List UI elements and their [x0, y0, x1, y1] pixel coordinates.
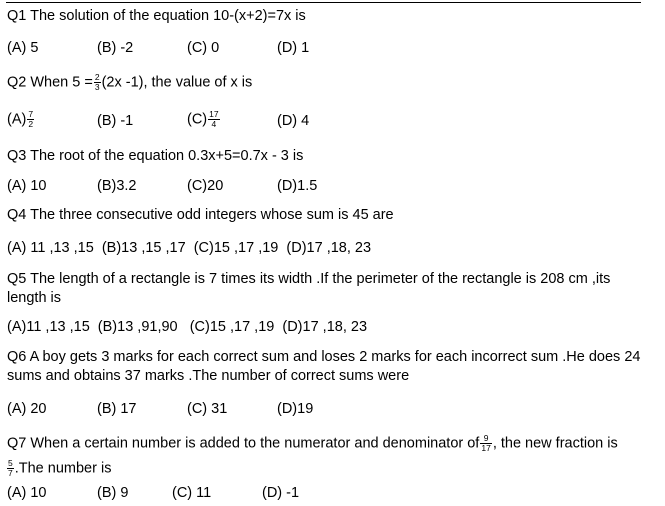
q7-option-b: (B) 9 [97, 485, 129, 501]
q7-option-d: (D) -1 [262, 485, 300, 501]
q3-option-d: (D)1.5 [277, 178, 318, 194]
q2-option-a-fraction [27, 110, 34, 129]
q5-options: (A)11 ,13 ,15 (B)13 ,91,90 (C)15 ,17 ,19 (D)17 ,18, 23 [7, 319, 368, 335]
q5-stem: Q5 The length of a rectangle is 7 times its width .If the perimeter of the rectangle is 208 cm ,its length is [7, 271, 611, 306]
q2-option-a-label: (A) [7, 111, 27, 128]
q2-frac-num: 2 [94, 72, 100, 82]
q7-frac2-num: 5 [8, 458, 13, 468]
q6-stem: Q6 A boy gets 3 marks for each correct sum and loses 2 marks for each incorrect sum .He does 24 sums and obtains 37 marks .The number of correct sums were [7, 349, 641, 384]
q2-frac-den: 3 [94, 82, 100, 92]
q2-option-c-num: 17 [209, 109, 219, 119]
q1-option-d: (D) 1 [277, 40, 310, 56]
q1-option-a: (A) 5 [7, 40, 39, 56]
q2-option-a-den: 2 [28, 119, 34, 129]
q6-option-a: (A) 20 [7, 401, 47, 417]
q2-stem-fraction [94, 73, 101, 92]
q1-stem: Q1 The solution of the equation 10-(x+2)=7x is [7, 8, 306, 24]
q2-stem-after: (2x -1), the value of x is [101, 74, 253, 91]
q2-stem [7, 73, 252, 92]
q7-option-c: (C) 11 [172, 485, 212, 501]
q2-option-c [187, 110, 221, 129]
q4-options: (A) 11 ,13 ,15 (B)13 ,15 ,17 (C)15 ,17 ,19 (D)17 ,18, 23 [7, 240, 372, 256]
q7-stem-before: Q7 When a certain number is added to the numerator and denominator of [7, 435, 480, 452]
q7-stem-line1 [7, 434, 618, 453]
q7-stem-after2: .The number is [14, 460, 112, 477]
q2-stem-before: Q2 When 5 = [7, 74, 93, 91]
q7-stem-fraction2 [7, 459, 14, 478]
q3-option-b: (B)3.2 [97, 178, 137, 194]
q6-option-d: (D)19 [277, 401, 314, 417]
q4-stem: Q4 The three consecutive odd integers whose sum is 45 are [7, 207, 394, 223]
q7-stem-line2 [7, 459, 111, 478]
q7-frac2-den: 7 [8, 468, 13, 478]
q3-stem: Q3 The root of the equation 0.3x+5=0.7x - 3 is [7, 148, 304, 164]
q7-frac-den: 17 [481, 443, 491, 453]
q2-option-d: (D) 4 [277, 113, 310, 129]
q2-option-c-label: (C) [187, 111, 208, 128]
q3-option-c: (C)20 [187, 178, 224, 194]
q2-option-a [7, 110, 35, 129]
q7-stem-after: , the new fraction is [492, 435, 618, 452]
q2-option-c-den: 4 [211, 119, 217, 129]
q7-frac-num: 9 [480, 434, 491, 444]
q2-option-a-num: 7 [28, 109, 34, 119]
q6-option-b: (B) 17 [97, 401, 137, 417]
q6-option-c: (C) 31 [187, 401, 228, 417]
q1-option-c: (C) 0 [187, 40, 220, 56]
q2-option-c-fraction [208, 110, 219, 129]
q7-stem-fraction [480, 434, 491, 453]
q7-option-a: (A) 10 [7, 485, 47, 501]
top-rule [6, 2, 641, 3]
q3-option-a: (A) 10 [7, 178, 47, 194]
q2-option-b: (B) -1 [97, 113, 134, 129]
q1-option-b: (B) -2 [97, 40, 134, 56]
